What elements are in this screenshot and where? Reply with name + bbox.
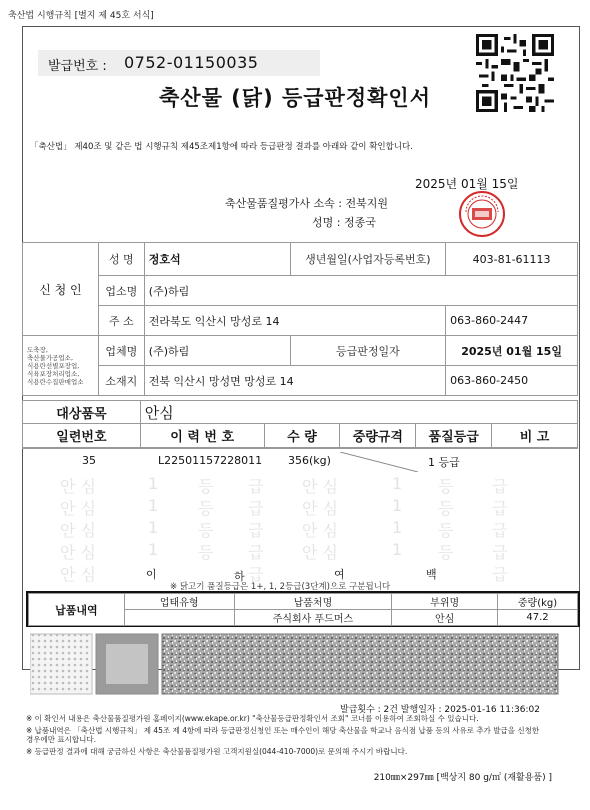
watermark-area: 안 심 1 등 급 안 심 1 등 급 안 심 1 등 급 안 심 1 등 급 안 심 1 등 급 안 심 1 등 급 안 심 1 등 급 안 심 1 등 급 안 심 급 급 이 하 여 백 bbox=[60, 474, 508, 584]
col-grade: 품질등급 bbox=[416, 424, 492, 448]
col-weight: 중량규격 bbox=[340, 424, 416, 448]
grader-affiliation: 축산물품질평가사 소속 : 전북지원 bbox=[225, 197, 388, 210]
below-mark-4: 백 bbox=[426, 568, 437, 581]
product-value: 안심 bbox=[140, 401, 577, 424]
grading-table bbox=[22, 400, 578, 448]
supply-table bbox=[28, 593, 578, 626]
supply-header-type: 업태유형 bbox=[124, 594, 234, 610]
supply-weight: 47.2 bbox=[498, 610, 578, 626]
col-trace: 이 력 번 호 bbox=[140, 424, 264, 448]
supply-header-weight: 중량(kg) bbox=[498, 594, 578, 610]
paper-spec: 210㎜×297㎜ [백상지 80 g/㎡ (재활용품) ] bbox=[373, 773, 552, 783]
facility-section-label: 도축장, 축산물가공업소, 식용란선별포장업, 식육포장처리업소, 식용란수집판매업소 bbox=[23, 336, 99, 396]
row-grade: 1 등급 bbox=[428, 456, 460, 469]
applicant-table bbox=[22, 242, 578, 396]
certification-date: 2025년 01월 15일 bbox=[415, 177, 519, 191]
facility-phone: 063-860-2450 bbox=[446, 366, 578, 396]
applicant-phone: 063-860-2447 bbox=[446, 306, 578, 336]
facility-name-label: 업체명 bbox=[98, 336, 144, 366]
applicant-name: 정호석 bbox=[144, 243, 290, 276]
name-label: 성 명 bbox=[98, 243, 144, 276]
official-seal-icon bbox=[458, 190, 506, 238]
col-serial: 일련번호 bbox=[23, 424, 141, 448]
location-label: 소재지 bbox=[98, 366, 144, 396]
row-trace: L22501157228011 bbox=[158, 454, 263, 467]
supply-buyer: 주식회사 푸드머스 bbox=[234, 610, 392, 626]
below-mark-3: 여 bbox=[334, 568, 345, 581]
supply-label: 납품내역 bbox=[29, 594, 125, 626]
applicant-section-label: 신 청 인 bbox=[23, 243, 99, 336]
diagonal-line bbox=[340, 452, 418, 472]
below-mark-2: 하 bbox=[234, 570, 245, 583]
issue-info: 발급횟수 : 2건 발행일자 : 2025-01-16 11:36:02 bbox=[340, 705, 540, 715]
footnote-2: ※ 납품내역은 「축산법 시행규칙」 제 45조 제 4항에 따라 등급판정신청인 또는 매수인이 해당 축산물을 학교나 음식점 납품 등의 사유로 추가 발급을 신청한 경우에만 표시합니다. bbox=[26, 726, 540, 744]
form-number: 축산법 시행규칙 [별지 제 45호 서식] bbox=[8, 11, 154, 21]
product-label: 대상품목 bbox=[23, 401, 141, 424]
applicant-address: 전라북도 익산시 망성로 14 bbox=[144, 306, 445, 336]
footnotes bbox=[26, 714, 546, 756]
business-name: (주)하림 bbox=[144, 276, 577, 306]
below-mark-1: 이 bbox=[146, 568, 157, 581]
supply-part: 안심 bbox=[392, 610, 498, 626]
birth-label: 생년월일(사업자등록번호) bbox=[290, 243, 446, 276]
issue-number-value: 0752-01150035 bbox=[124, 53, 259, 72]
grade-date: 2025년 01월 15일 bbox=[446, 336, 578, 366]
security-pattern-icon bbox=[30, 632, 560, 696]
grade-note: ※ 닭고기 품질등급은 1+, 1, 2등급(3단계)으로 구분됩니다 bbox=[170, 582, 391, 592]
footnote-1: ※ 이 확인서 내용은 축산물품질평가원 홈페이지(www.ekape.or.kr) "축산물등급판정확인서 조회" 코너를 이용하여 조회하실 수 있습니다. bbox=[26, 714, 479, 723]
supply-header-buyer: 납품처명 bbox=[234, 594, 392, 610]
supply-header-part: 부위명 bbox=[392, 594, 498, 610]
row-serial: 35 bbox=[82, 454, 96, 467]
supply-type bbox=[124, 610, 234, 626]
birth-value: 403-81-61113 bbox=[446, 243, 578, 276]
supply-box bbox=[26, 591, 580, 627]
col-remark: 비 고 bbox=[492, 424, 578, 448]
footnote-3: ※ 등급판정 결과에 대해 궁금하신 사항은 축산물품질평가원 고객지원실(044-410-7000)로 문의해 주시기 바랍니다. bbox=[26, 747, 408, 756]
security-strip bbox=[30, 632, 560, 696]
intro-text: 「축산법」 제40조 및 같은 법 시행규칙 제45조제1항에 따라 등급판정 결과를 아래와 같이 확인합니다. bbox=[30, 142, 413, 152]
document-title: 축산물 (닭) 등급판정확인서 bbox=[159, 86, 431, 110]
grader-name: 성명 : 정종국 bbox=[312, 216, 376, 229]
address-label: 주 소 bbox=[98, 306, 144, 336]
issue-number-label: 발급번호 : bbox=[48, 59, 107, 74]
grade-date-label: 등급판정일자 bbox=[290, 336, 446, 366]
row-qty: 356(kg) bbox=[288, 454, 331, 467]
business-label: 업소명 bbox=[98, 276, 144, 306]
col-qty: 수 량 bbox=[264, 424, 340, 448]
row-divider bbox=[22, 448, 578, 449]
table-row bbox=[22, 451, 578, 471]
facility-location: 전북 익산시 망성면 망성로 14 bbox=[144, 366, 445, 396]
facility-name: (주)하림 bbox=[144, 336, 290, 366]
